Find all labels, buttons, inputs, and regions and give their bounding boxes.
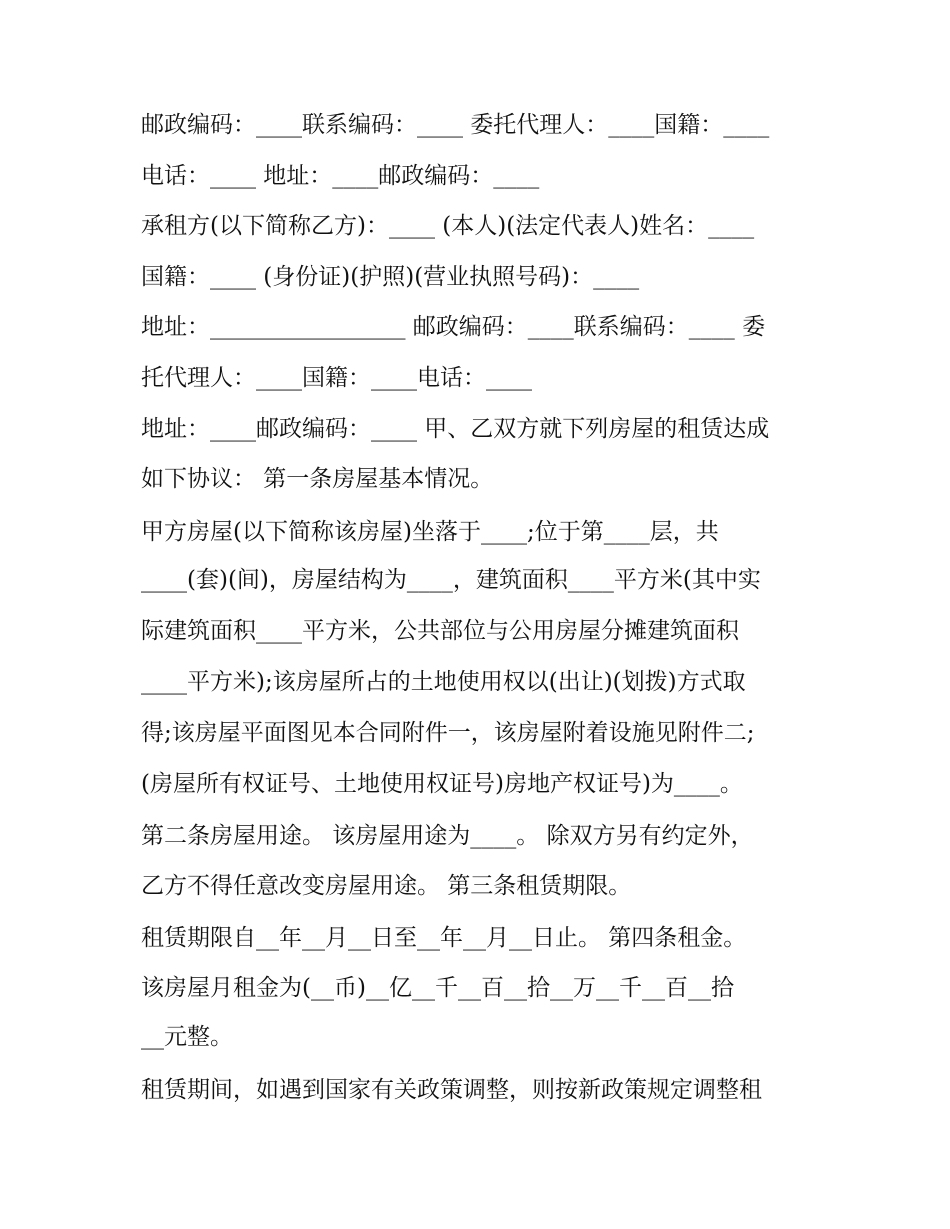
text-line: 地址：____邮政编码：____ 甲、乙双方就下列房屋的租赁达成 xyxy=(141,416,770,442)
text-line: 甲方房屋(以下简称该房屋)坐落于____;位于第____层，共 xyxy=(141,519,719,545)
text-line: 租赁期间，如遇到国家有关政策调整，则按新政策规定调整租 xyxy=(141,1077,762,1103)
text-line: 租赁期限自__年__月__日至__年__月__日止。 第四条租金。 xyxy=(141,925,747,951)
text-line: __元整。 xyxy=(141,1024,233,1050)
text-line: ____(套)(间)，房屋结构为____，建筑面积____平方米(其中实 xyxy=(141,567,761,593)
contract-text xyxy=(141,112,821,1103)
text-line: ____平方米);该房屋所占的土地使用权以(出让)(划拨)方式取 xyxy=(141,669,746,695)
text-line: 国籍：____ (身份证)(护照)(营业执照号码)：____ xyxy=(141,264,640,290)
text-line: 得;该房屋平面图见本合同附件一，该房屋附着设施见附件二; xyxy=(141,720,755,746)
text-line: 该房屋月租金为(__币)__亿__千__百__拾__万__千__百__拾 xyxy=(141,975,734,1001)
text-line: 如下协议： 第一条房屋基本情况。 xyxy=(141,466,494,492)
text-line: 电话：____ 地址：____邮政编码：____ xyxy=(141,163,540,189)
text-line: 托代理人：____国籍：____电话：____ xyxy=(141,365,532,391)
text-line: (房屋所有权证号、土地使用权证号)房地产权证号)为____。 xyxy=(141,771,743,797)
text-line: 乙方不得任意改变房屋用途。 第三条租赁期限。 xyxy=(141,873,632,899)
text-line: 地址：_________________ 邮政编码：____联系编码：____ 委 xyxy=(141,314,766,340)
text-line: 邮政编码：____联系编码：____ 委托代理人：____国籍：____ xyxy=(141,112,770,138)
text-line: 际建筑面积____平方米，公共部位与公用房屋分摊建筑面积 xyxy=(141,618,739,644)
text-line: 承租方(以下简称乙方)：____ (本人)(法定代表人)姓名：____ xyxy=(141,213,755,239)
text-line: 第二条房屋用途。 该房屋用途为____。 除双方另有约定外， xyxy=(141,823,754,849)
